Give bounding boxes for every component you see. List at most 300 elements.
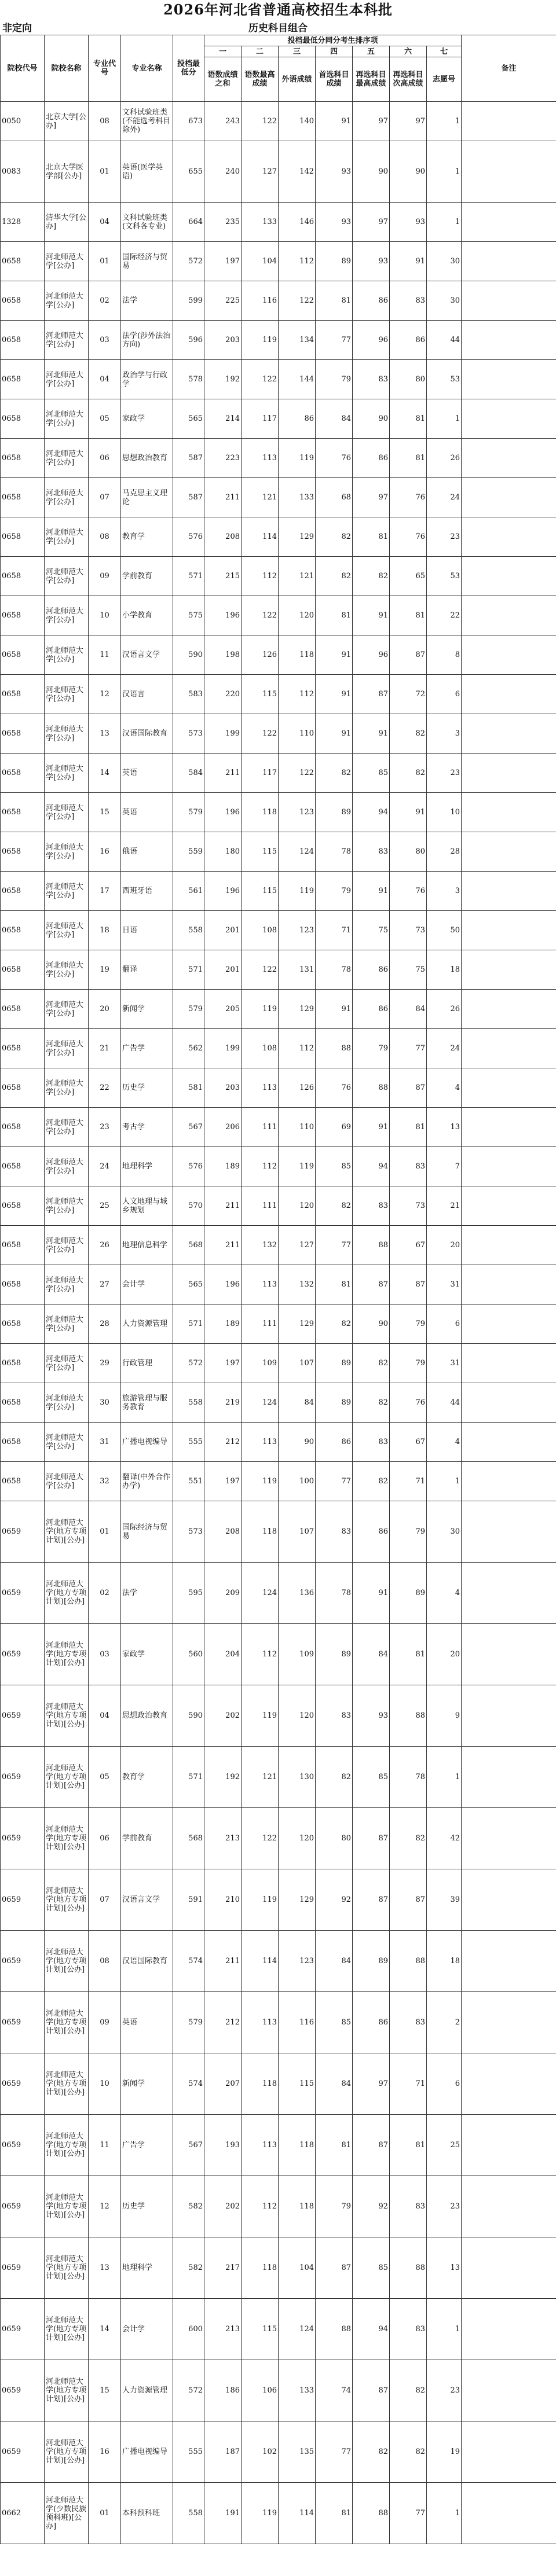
major-code-cell: 16 xyxy=(89,2421,121,2483)
table-row xyxy=(1,399,556,439)
tiebreak-cell: 83 xyxy=(353,1186,390,1226)
school-code-cell: 0659 xyxy=(1,1992,45,2053)
major-name-cell: 行政管理 xyxy=(121,1344,173,1383)
note-cell xyxy=(462,2360,556,2421)
school-code-cell: 0659 xyxy=(1,2115,45,2176)
major-name-cell: 汉语言文学 xyxy=(121,635,173,675)
note-cell xyxy=(462,1108,556,1147)
min-score-cell: 584 xyxy=(173,754,204,793)
school-code-cell: 0659 xyxy=(1,1808,45,1869)
min-score-cell: 591 xyxy=(173,1869,204,1931)
table-row xyxy=(1,793,556,832)
tiebreak-cell: 73 xyxy=(390,911,427,950)
school-code-cell: 0659 xyxy=(1,2299,45,2360)
tiebreak-cell: 85 xyxy=(316,1147,353,1186)
table-row xyxy=(1,1265,556,1304)
tiebreak-cell: 87 xyxy=(353,1265,390,1304)
tiebreak-cell: 30 xyxy=(427,242,462,281)
tiebreak-cell: 104 xyxy=(279,2237,316,2299)
note-cell xyxy=(462,1186,556,1226)
tiebreak-cell: 201 xyxy=(204,950,242,990)
tiebreak-cell: 208 xyxy=(204,517,242,557)
tiebreak-cell: 22 xyxy=(427,596,462,635)
school-name-cell: 河北师范大学[公办] xyxy=(45,1186,89,1226)
major-name-cell: 旅游管理与服务教育 xyxy=(121,1383,173,1423)
tiebreak-cell: 219 xyxy=(204,1383,242,1423)
school-code-cell: 0659 xyxy=(1,2360,45,2421)
major-name-cell: 广播电视编导 xyxy=(121,2421,173,2483)
note-cell xyxy=(462,635,556,675)
tiebreak-cell: 76 xyxy=(390,478,427,517)
tiebreak-cell: 42 xyxy=(427,1808,462,1869)
school-name-cell: 河北师范大学[公办] xyxy=(45,1344,89,1383)
note-cell xyxy=(462,1265,556,1304)
page-title: 2026年河北省普通高校招生本科批 xyxy=(163,1,393,18)
note-cell xyxy=(462,1992,556,2053)
tiebreak-cell: 87 xyxy=(316,2237,353,2299)
tiebreak-cell: 82 xyxy=(316,1304,353,1344)
major-name-cell: 学前教育 xyxy=(121,1808,173,1869)
major-code-cell: 26 xyxy=(89,1226,121,1265)
tiebreak-cell: 214 xyxy=(204,399,242,439)
table-row xyxy=(1,1186,556,1226)
note-cell xyxy=(462,399,556,439)
major-code-cell: 23 xyxy=(89,1108,121,1147)
school-name-cell: 河北师范大学[公办] xyxy=(45,321,89,360)
subject-group-label: 历史科目组合 xyxy=(248,23,308,34)
major-code-cell: 11 xyxy=(89,635,121,675)
major-code-cell: 16 xyxy=(89,832,121,872)
major-code-cell: 17 xyxy=(89,872,121,911)
major-name-cell: 学前教育 xyxy=(121,557,173,596)
tiebreak-cell: 193 xyxy=(204,2115,242,2176)
tiebreak-cell: 111 xyxy=(242,1108,279,1147)
tiebreak-cell: 93 xyxy=(353,242,390,281)
major-code-cell: 08 xyxy=(89,517,121,557)
tiebreak-cell: 97 xyxy=(353,2053,390,2115)
tiebreak-cell: 121 xyxy=(242,1747,279,1808)
tiebreak-cell: 91 xyxy=(353,1563,390,1624)
tiebreak-cell: 87 xyxy=(353,1869,390,1931)
school-code-cell: 0658 xyxy=(1,1462,45,1501)
tiebreak-cell: 6 xyxy=(427,2053,462,2115)
tiebreak-cell: 82 xyxy=(316,1186,353,1226)
school-name-cell: 河北师范大学[公办] xyxy=(45,911,89,950)
table-row xyxy=(1,360,556,399)
tiebreak-cell: 82 xyxy=(353,2421,390,2483)
tiebreak-cell: 94 xyxy=(353,2299,390,2360)
tiebreak-cell: 122 xyxy=(242,596,279,635)
school-name-cell: 河北师范大学[公办] xyxy=(45,1029,89,1068)
school-code-cell: 0050 xyxy=(1,102,45,141)
tiebreak-cell: 124 xyxy=(279,832,316,872)
tiebreak-cell: 71 xyxy=(390,1462,427,1501)
school-code-cell: 0659 xyxy=(1,2053,45,2115)
header-num: 七 xyxy=(427,46,462,57)
table-row xyxy=(1,635,556,675)
min-score-cell: 583 xyxy=(173,675,204,714)
tiebreak-cell: 132 xyxy=(279,1265,316,1304)
tiebreak-cell: 97 xyxy=(390,102,427,141)
min-score-cell: 579 xyxy=(173,793,204,832)
tiebreak-cell: 133 xyxy=(279,2360,316,2421)
table-row xyxy=(1,1931,556,1992)
tiebreak-cell: 86 xyxy=(279,399,316,439)
tiebreak-cell: 96 xyxy=(353,635,390,675)
major-code-cell: 01 xyxy=(89,242,121,281)
major-name-cell: 家政学 xyxy=(121,1624,173,1685)
tiebreak-cell: 129 xyxy=(279,1304,316,1344)
school-code-cell: 0659 xyxy=(1,1685,45,1747)
major-name-cell: 地理科学 xyxy=(121,1147,173,1186)
school-code-cell: 0658 xyxy=(1,714,45,754)
tiebreak-cell: 91 xyxy=(390,242,427,281)
tiebreak-cell: 75 xyxy=(353,911,390,950)
tiebreak-cell: 124 xyxy=(242,1383,279,1423)
tiebreak-cell: 83 xyxy=(390,2176,427,2237)
school-code-cell: 0658 xyxy=(1,1147,45,1186)
note-cell xyxy=(462,1869,556,1931)
tiebreak-cell: 26 xyxy=(427,439,462,478)
tiebreak-cell: 13 xyxy=(427,1108,462,1147)
table-row xyxy=(1,1068,556,1108)
min-score-cell: 575 xyxy=(173,596,204,635)
min-score-cell: 558 xyxy=(173,2483,204,2544)
header-min-score: 投档最低分 xyxy=(173,35,204,102)
tiebreak-cell: 115 xyxy=(242,675,279,714)
major-code-cell: 02 xyxy=(89,1563,121,1624)
tiebreak-cell: 97 xyxy=(353,102,390,141)
tiebreak-cell: 196 xyxy=(204,793,242,832)
school-name-cell: 河北师范大学[公办] xyxy=(45,990,89,1029)
table-row xyxy=(1,102,556,141)
min-score-cell: 567 xyxy=(173,2115,204,2176)
note-cell xyxy=(462,478,556,517)
major-name-cell: 英语(医学英语) xyxy=(121,141,173,203)
note-cell xyxy=(462,596,556,635)
major-name-cell: 教育学 xyxy=(121,1747,173,1808)
major-code-cell: 04 xyxy=(89,203,121,242)
school-code-cell: 0658 xyxy=(1,596,45,635)
school-name-cell: 河北师范大学(地方专项计划)[公办] xyxy=(45,1869,89,1931)
table-row xyxy=(1,1226,556,1265)
tiebreak-cell: 81 xyxy=(390,1624,427,1685)
table-row xyxy=(1,242,556,281)
tiebreak-cell: 243 xyxy=(204,102,242,141)
min-score-cell: 573 xyxy=(173,1501,204,1563)
tiebreak-cell: 76 xyxy=(316,439,353,478)
tiebreak-cell: 197 xyxy=(204,1462,242,1501)
tiebreak-cell: 83 xyxy=(390,1992,427,2053)
school-code-cell: 0658 xyxy=(1,872,45,911)
tiebreak-cell: 82 xyxy=(353,1462,390,1501)
tiebreak-cell: 84 xyxy=(353,1624,390,1685)
tiebreak-cell: 81 xyxy=(316,1265,353,1304)
tiebreak-cell: 115 xyxy=(242,872,279,911)
tiebreak-cell: 112 xyxy=(279,242,316,281)
tiebreak-cell: 120 xyxy=(279,1186,316,1226)
major-code-cell: 05 xyxy=(89,399,121,439)
note-cell xyxy=(462,990,556,1029)
min-score-cell: 587 xyxy=(173,439,204,478)
school-code-cell: 0659 xyxy=(1,2176,45,2237)
tiebreak-cell: 68 xyxy=(316,478,353,517)
note-cell xyxy=(462,1563,556,1624)
tiebreak-cell: 97 xyxy=(353,203,390,242)
tiebreak-cell: 213 xyxy=(204,1808,242,1869)
tiebreak-cell: 93 xyxy=(316,203,353,242)
major-code-cell: 13 xyxy=(89,714,121,754)
tiebreak-cell: 104 xyxy=(242,242,279,281)
tiebreak-cell: 87 xyxy=(353,1808,390,1869)
tiebreak-cell: 13 xyxy=(427,2237,462,2299)
major-name-cell: 汉语言文学 xyxy=(121,1869,173,1931)
min-score-cell: 565 xyxy=(173,1265,204,1304)
school-code-cell: 0658 xyxy=(1,832,45,872)
school-code-cell: 0659 xyxy=(1,1624,45,1685)
major-code-cell: 10 xyxy=(89,2053,121,2115)
tiebreak-cell: 2 xyxy=(427,1992,462,2053)
major-name-cell: 英语 xyxy=(121,1992,173,2053)
table-row xyxy=(1,754,556,793)
school-name-cell: 河北师范大学[公办] xyxy=(45,439,89,478)
tiebreak-cell: 82 xyxy=(316,1747,353,1808)
tiebreak-cell: 112 xyxy=(242,1147,279,1186)
note-cell xyxy=(462,2483,556,2544)
tiebreak-cell: 199 xyxy=(204,1029,242,1068)
table-row xyxy=(1,517,556,557)
header-tiebreak-title: 投档最低分同分考生排序项 xyxy=(204,35,462,46)
tiebreak-cell: 112 xyxy=(279,1029,316,1068)
min-score-cell: 562 xyxy=(173,1029,204,1068)
tiebreak-cell: 81 xyxy=(316,2115,353,2176)
min-score-cell: 558 xyxy=(173,1383,204,1423)
tiebreak-cell: 108 xyxy=(242,1029,279,1068)
min-score-cell: 582 xyxy=(173,2176,204,2237)
note-cell xyxy=(462,1931,556,1992)
table-row xyxy=(1,1462,556,1501)
major-name-cell: 汉语国际教育 xyxy=(121,1931,173,1992)
school-name-cell: 河北师范大学[公办] xyxy=(45,1147,89,1186)
tiebreak-cell: 80 xyxy=(316,1808,353,1869)
tiebreak-cell: 212 xyxy=(204,1423,242,1462)
table-row xyxy=(1,321,556,360)
tiebreak-cell: 208 xyxy=(204,1501,242,1563)
tiebreak-cell: 84 xyxy=(316,2053,353,2115)
note-cell xyxy=(462,950,556,990)
tiebreak-cell: 1 xyxy=(427,1462,462,1501)
min-score-cell: 596 xyxy=(173,321,204,360)
tiebreak-cell: 19 xyxy=(427,2421,462,2483)
tiebreak-cell: 121 xyxy=(279,557,316,596)
min-score-cell: 568 xyxy=(173,1808,204,1869)
tiebreak-cell: 220 xyxy=(204,675,242,714)
tiebreak-cell: 209 xyxy=(204,1563,242,1624)
table-row xyxy=(1,1685,556,1747)
tiebreak-cell: 77 xyxy=(390,1029,427,1068)
school-name-cell: 河北师范大学[公办] xyxy=(45,1108,89,1147)
note-cell xyxy=(462,242,556,281)
tiebreak-cell: 53 xyxy=(427,360,462,399)
tiebreak-cell: 121 xyxy=(242,478,279,517)
tiebreak-cell: 93 xyxy=(390,203,427,242)
tiebreak-cell: 217 xyxy=(204,2237,242,2299)
major-code-cell: 22 xyxy=(89,1068,121,1108)
tiebreak-cell: 24 xyxy=(427,1029,462,1068)
tiebreak-cell: 79 xyxy=(390,1344,427,1383)
tiebreak-cell: 84 xyxy=(316,399,353,439)
tiebreak-cell: 109 xyxy=(242,1344,279,1383)
table-row xyxy=(1,1304,556,1344)
tiebreak-cell: 79 xyxy=(316,360,353,399)
tiebreak-cell: 84 xyxy=(279,1383,316,1423)
min-score-cell: 571 xyxy=(173,1747,204,1808)
tiebreak-cell: 90 xyxy=(353,399,390,439)
tiebreak-cell: 107 xyxy=(279,1501,316,1563)
tiebreak-cell: 186 xyxy=(204,2360,242,2421)
tiebreak-cell: 81 xyxy=(316,596,353,635)
tiebreak-cell: 86 xyxy=(316,1423,353,1462)
major-code-cell: 07 xyxy=(89,1869,121,1931)
tiebreak-cell: 28 xyxy=(427,832,462,872)
tiebreak-cell: 118 xyxy=(242,2053,279,2115)
school-code-cell: 0659 xyxy=(1,1501,45,1563)
major-name-cell: 本科预科班 xyxy=(121,2483,173,2544)
table-row xyxy=(1,1423,556,1462)
tiebreak-cell: 202 xyxy=(204,1685,242,1747)
note-cell xyxy=(462,1147,556,1186)
tiebreak-cell: 136 xyxy=(279,1563,316,1624)
table-row xyxy=(1,2299,556,2360)
note-cell xyxy=(462,714,556,754)
major-code-cell: 12 xyxy=(89,2176,121,2237)
major-code-cell: 15 xyxy=(89,793,121,832)
tiebreak-cell: 207 xyxy=(204,2053,242,2115)
tiebreak-cell: 4 xyxy=(427,1068,462,1108)
tiebreak-cell: 120 xyxy=(279,1808,316,1869)
tiebreak-cell: 81 xyxy=(316,2483,353,2544)
school-name-cell: 河北师范大学(地方专项计划)[公办] xyxy=(45,1685,89,1747)
school-code-cell: 0658 xyxy=(1,1265,45,1304)
tiebreak-cell: 113 xyxy=(242,1068,279,1108)
major-code-cell: 02 xyxy=(89,281,121,321)
tiebreak-cell: 189 xyxy=(204,1304,242,1344)
major-code-cell: 14 xyxy=(89,754,121,793)
major-code-cell: 03 xyxy=(89,1624,121,1685)
school-name-cell: 清华大学[公办] xyxy=(45,203,89,242)
tiebreak-cell: 87 xyxy=(390,1068,427,1108)
table-row xyxy=(1,2360,556,2421)
school-name-cell: 河北师范大学[公办] xyxy=(45,1068,89,1108)
tiebreak-cell: 83 xyxy=(390,2299,427,2360)
table-row xyxy=(1,2176,556,2237)
tiebreak-cell: 97 xyxy=(353,478,390,517)
tiebreak-cell: 86 xyxy=(353,1501,390,1563)
tiebreak-cell: 88 xyxy=(353,1226,390,1265)
tiebreak-cell: 119 xyxy=(242,1685,279,1747)
major-name-cell: 历史学 xyxy=(121,1068,173,1108)
tiebreak-cell: 211 xyxy=(204,1186,242,1226)
tiebreak-cell: 89 xyxy=(316,1344,353,1383)
tiebreak-cell: 210 xyxy=(204,1869,242,1931)
note-cell xyxy=(462,1344,556,1383)
tiebreak-cell: 120 xyxy=(279,596,316,635)
school-code-cell: 0658 xyxy=(1,1423,45,1462)
tiebreak-cell: 115 xyxy=(242,2299,279,2360)
tiebreak-cell: 91 xyxy=(353,714,390,754)
tiebreak-cell: 240 xyxy=(204,141,242,203)
tiebreak-cell: 122 xyxy=(242,102,279,141)
tiebreak-cell: 129 xyxy=(279,517,316,557)
tiebreak-cell: 192 xyxy=(204,360,242,399)
school-name-cell: 河北师范大学(地方专项计划)[公办] xyxy=(45,1624,89,1685)
min-score-cell: 561 xyxy=(173,872,204,911)
school-code-cell: 0658 xyxy=(1,439,45,478)
min-score-cell: 590 xyxy=(173,1685,204,1747)
tiebreak-cell: 75 xyxy=(390,950,427,990)
note-cell xyxy=(462,281,556,321)
table-row xyxy=(1,203,556,242)
min-score-cell: 595 xyxy=(173,1563,204,1624)
tiebreak-cell: 114 xyxy=(242,1931,279,1992)
tiebreak-cell: 18 xyxy=(427,950,462,990)
tiebreak-cell: 31 xyxy=(427,1265,462,1304)
tiebreak-cell: 112 xyxy=(242,557,279,596)
tiebreak-cell: 18 xyxy=(427,1931,462,1992)
tiebreak-cell: 140 xyxy=(279,102,316,141)
tiebreak-cell: 83 xyxy=(353,832,390,872)
min-score-cell: 571 xyxy=(173,557,204,596)
tiebreak-cell: 81 xyxy=(390,439,427,478)
tiebreak-cell: 112 xyxy=(242,1624,279,1685)
min-score-cell: 578 xyxy=(173,360,204,399)
major-name-cell: 考古学 xyxy=(121,1108,173,1147)
min-score-cell: 576 xyxy=(173,1147,204,1186)
major-name-cell: 法学(涉外法治方向) xyxy=(121,321,173,360)
tiebreak-cell: 180 xyxy=(204,832,242,872)
note-cell xyxy=(462,754,556,793)
tiebreak-cell: 77 xyxy=(316,1462,353,1501)
tiebreak-cell: 82 xyxy=(353,1344,390,1383)
tiebreak-cell: 10 xyxy=(427,793,462,832)
major-name-cell: 英语 xyxy=(121,793,173,832)
tiebreak-cell: 201 xyxy=(204,911,242,950)
min-score-cell: 558 xyxy=(173,911,204,950)
tiebreak-cell: 77 xyxy=(316,2421,353,2483)
tiebreak-cell: 44 xyxy=(427,1383,462,1423)
major-code-cell: 28 xyxy=(89,1304,121,1344)
tiebreak-cell: 100 xyxy=(279,1462,316,1501)
note-cell xyxy=(462,360,556,399)
tiebreak-cell: 203 xyxy=(204,321,242,360)
table-row xyxy=(1,1383,556,1423)
tiebreak-cell: 102 xyxy=(242,2421,279,2483)
min-score-cell: 572 xyxy=(173,2360,204,2421)
table-body xyxy=(1,102,556,2544)
major-name-cell: 英语 xyxy=(121,754,173,793)
tiebreak-cell: 191 xyxy=(204,2483,242,2544)
note-cell xyxy=(462,1423,556,1462)
school-name-cell: 河北师范大学[公办] xyxy=(45,242,89,281)
note-cell xyxy=(462,911,556,950)
tiebreak-cell: 115 xyxy=(242,832,279,872)
school-code-cell: 0658 xyxy=(1,242,45,281)
major-code-cell: 19 xyxy=(89,950,121,990)
note-cell xyxy=(462,1226,556,1265)
tiebreak-cell: 212 xyxy=(204,1992,242,2053)
header-tie-col: 再选科目次高成绩 xyxy=(390,57,427,102)
tiebreak-cell: 91 xyxy=(390,793,427,832)
